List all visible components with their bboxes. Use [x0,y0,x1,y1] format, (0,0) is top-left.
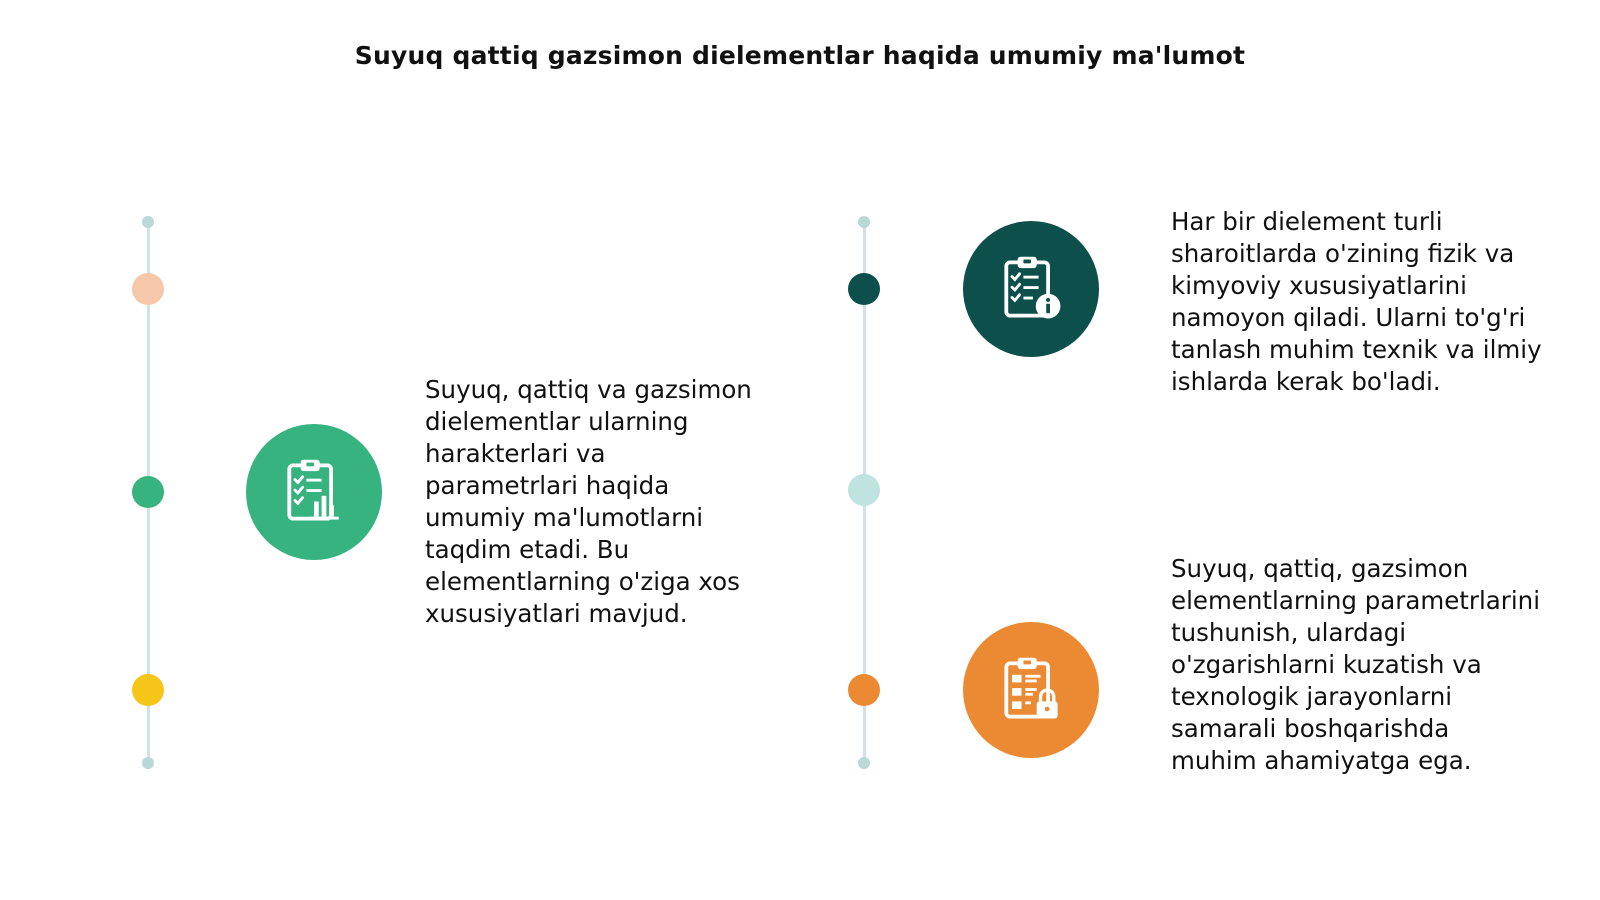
timeline-right-marker-light-teal [848,474,880,506]
timeline-left-end-dot [142,757,154,769]
block-2-text: Har bir dielement turli sharoitlarda o'zining fizik va kimyoviy xususiyatlarini namoyon qiladi. Ularni to'g'ri tanlash muhim texnik va ilmiy ishlarda kerak bo'ladi. [1171,207,1542,396]
timeline-left-marker-peach [132,273,164,305]
clipboard-lock-icon [963,622,1099,758]
timeline-right-marker-orange [848,674,880,706]
timeline-right-start-dot [858,216,870,228]
clipboard-chart-icon [246,424,382,560]
timeline-right-end-dot [858,757,870,769]
page-title: Suyuq qattiq gazsimon dielementlar haqida umumiy ma'lumot [354,41,1246,70]
timeline-left-marker-green [132,476,164,508]
block-1-text: Suyuq, qattiq va gazsimon dielementlar ularning harakterlari va parametrlari haqida umumiy ma'lumotlarni taqdim etadi. Bu elementlarning o'ziga xos xususiyatlari mavjud. [425,375,752,628]
timeline-left-start-dot [142,216,154,228]
clipboard-info-icon [963,221,1099,357]
timeline-right-marker-dark-teal [848,273,880,305]
block-3-text: Suyuq, qattiq, gazsimon elementlarning parametrlarini tushunish, ulardagi o'zgarishlarni kuzatish va texnologik jarayonlarni samarali boshqarishda muhim ahamiyatga ega. [1171,554,1540,775]
timeline-left-marker-yellow [132,674,164,706]
